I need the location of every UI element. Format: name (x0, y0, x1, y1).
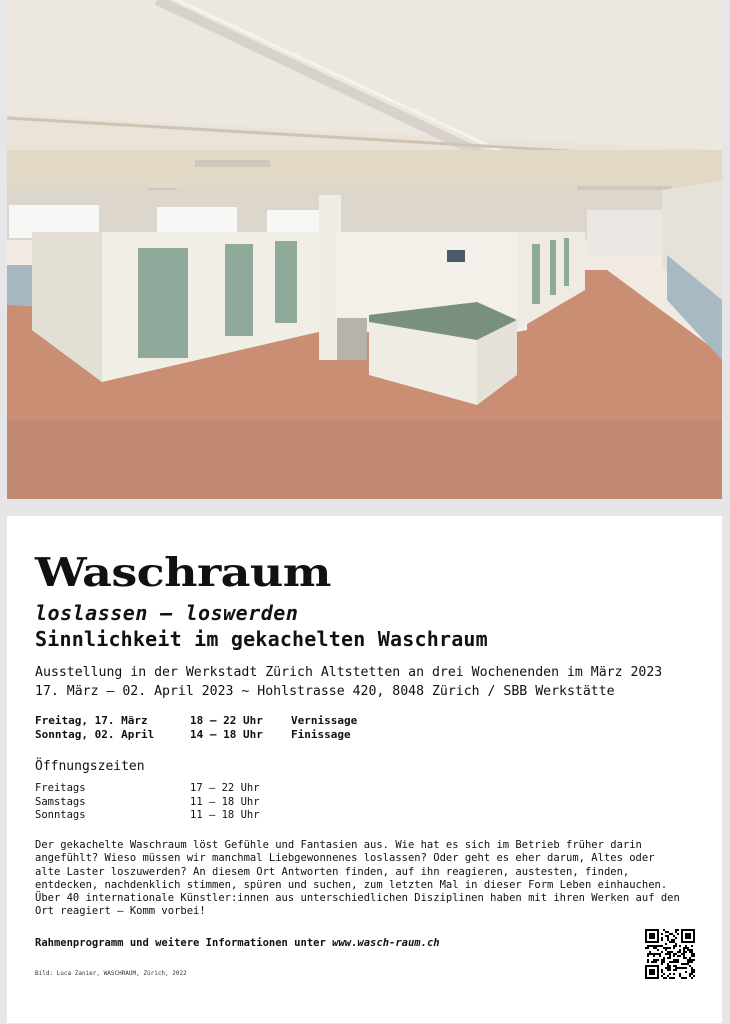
hours-row (35, 782, 260, 796)
description-line: Der gekachelte Waschraum löst Gefühle und Fantasien aus. Wie hat es sich im Betrieb früher darin (35, 839, 642, 851)
intro-location: Ausstellung in der Werkstadt Zürich Altstetten an drei Wochenenden im März 2023 (35, 665, 663, 680)
event-row (35, 714, 357, 728)
website-link[interactable]: www.wasch-raum.ch (332, 937, 440, 949)
poster-title: Waschraum (35, 550, 331, 596)
hours-day: Sonntags (35, 809, 86, 821)
event-name: Finissage (291, 728, 351, 741)
hours-row (35, 796, 260, 810)
event-list (35, 714, 357, 742)
description-line: Ort reagiert – Komm vorbei! (35, 905, 206, 918)
intro-dates-address: 17. März – 02. April 2023 ~ Hohlstrasse 420, 8048 Zürich / SBB Werkstätte (35, 684, 615, 699)
description-line: alte Laster loszuwerden? An diesem Ort Antworten finden, auf ihn reagieren, austesten, finden, (35, 865, 630, 878)
more-info-text: Rahmenprogramm und weitere Informationen unter (35, 937, 333, 949)
hours-day: Samstags (35, 795, 86, 808)
description-line: angefühlt? Wieso müssen wir manchmal Liebgewonnenes loslassen? Oder geht es eher darum, Altes oder (35, 852, 655, 865)
event-day: Sonntag, 02. April (35, 728, 155, 741)
event-time: 18 – 22 Uhr (190, 714, 263, 727)
event-day: Freitag, 17. März (35, 714, 148, 727)
hours-time: 11 – 18 Uhr (190, 809, 260, 821)
hours-day: Freitags (35, 782, 86, 794)
photo-credit: Bild: Luca Zanier, WASCHRAUM, Zürich, 2022 (35, 970, 187, 977)
opening-hours-title: Öffnungszeiten (35, 759, 145, 774)
opening-hours-list (35, 782, 260, 823)
event-row (35, 728, 357, 742)
event-name: Vernissage (291, 714, 358, 727)
exhibition-intro (35, 663, 662, 701)
poster-card (7, 516, 722, 1023)
event-time: 14 – 18 Uhr (190, 728, 263, 741)
description-line: entdecken, nachdenklich stimmen, spüren und suchen, zum letzten Mal in dieser Form Leben einhauchen. (35, 878, 668, 891)
poster-headline: Sinnlichkeit im gekachelten Waschraum (35, 627, 488, 651)
hours-time: 11 – 18 Uhr (190, 795, 260, 808)
description-line: Über 40 internationale Künstler:innen aus unterschiedlichen Disziplinen haben mit ihren Werken auf den (35, 892, 680, 905)
hours-row (35, 809, 260, 823)
more-info (35, 937, 440, 949)
qr-code-icon[interactable] (645, 929, 695, 979)
description (35, 839, 695, 919)
poster-subtitle: loslassen – loswerden (35, 601, 299, 625)
waschraum-photo (7, 0, 722, 499)
hours-time: 17 – 22 Uhr (190, 782, 260, 794)
